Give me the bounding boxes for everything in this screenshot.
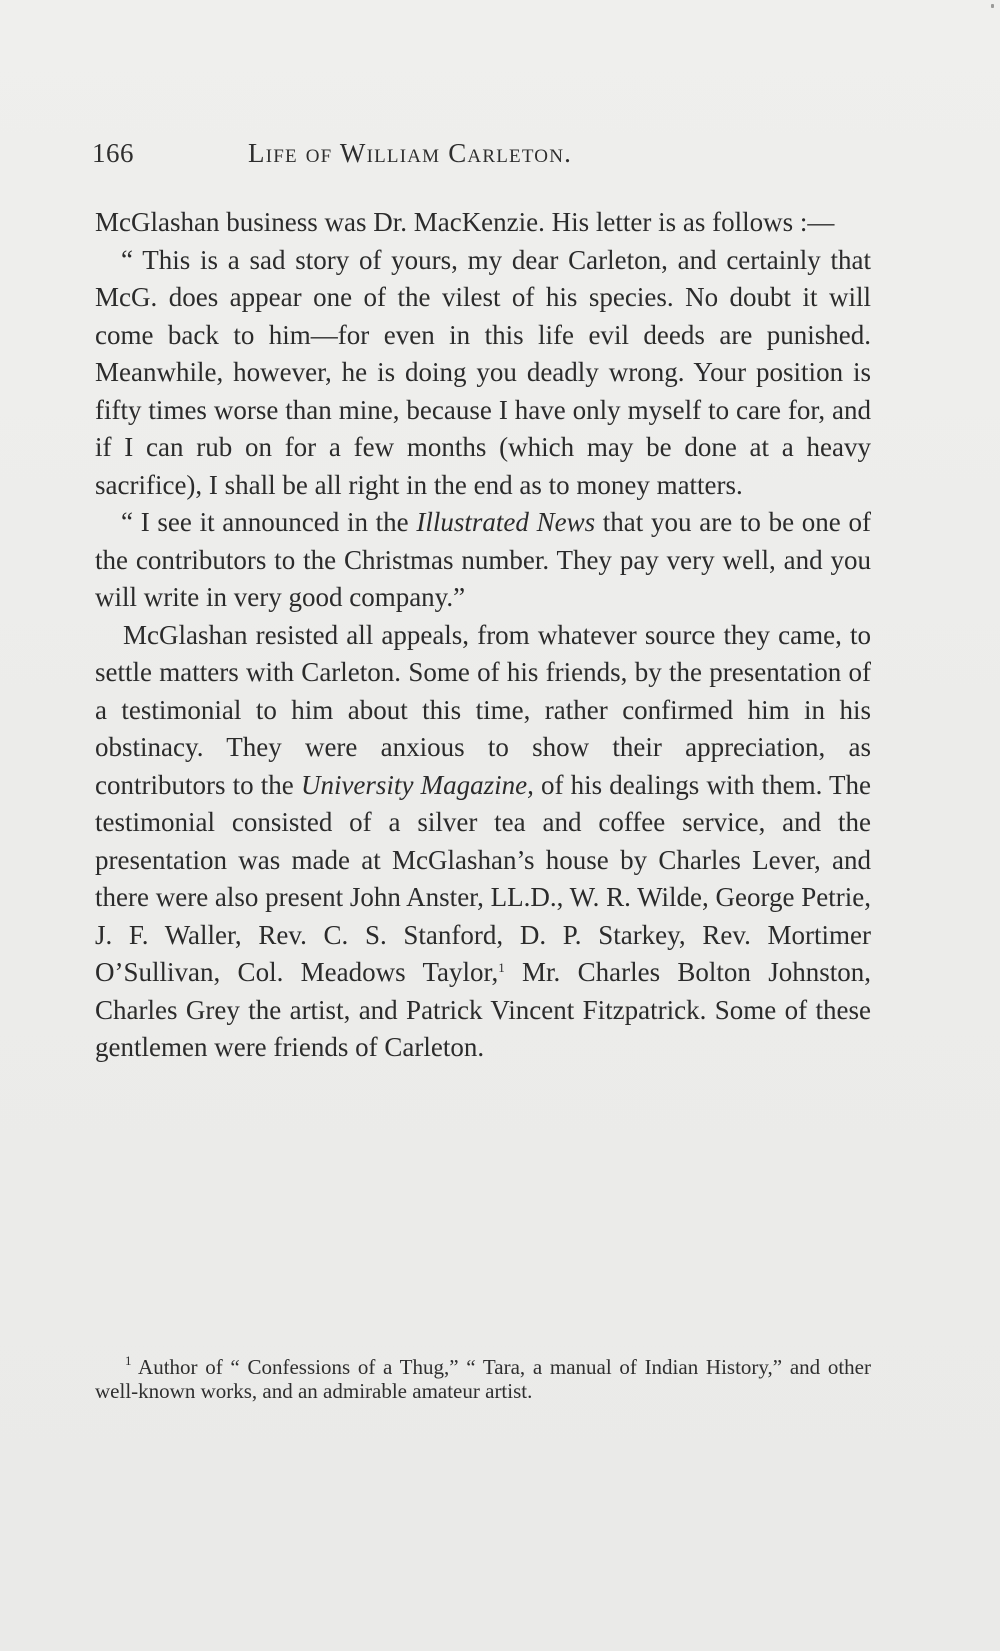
running-title: Life of William Carleton. [248, 138, 573, 168]
footnote-marker: 1 [125, 1353, 132, 1368]
paragraph-4-text-middle: of his dealings with them. The testimonial consisted of a silver tea and coffee service, and the presentation was made at McGlashan’s house by Charles Lever, and there were also present John Anster, LL.D., W. R. Wilde, George Petrie, J. F. Waller, Rev. C. S. Stanford, D. P. Starkey, Rev. Mortimer O’Sullivan, Col. Meadows Taylor, [95, 769, 871, 987]
paragraph-1 [95, 204, 871, 242]
paragraph-2-quote [95, 242, 871, 505]
paragraph-3-quote [95, 504, 871, 617]
paragraph-3-italic-title: Illustrated News [416, 507, 596, 537]
footnote [95, 1355, 871, 1403]
paragraph-1-text: McGlashan business was Dr. MacKenzie. His letter is as follows :— [95, 207, 835, 237]
page-number: 166 [92, 138, 134, 168]
paragraph-2-text: “ This is a sad story of yours, my dear Carleton, and certainly that McG. does appear one of the vilest of his species. No doubt it will come back to him—for even in this life evil deeds are punished. Meanwhile, however, he is doing you deadly wrong. Your position is fifty times worse than mine, because I have only myself to care for, and if I can rub on for a few months (which may be done at a heavy sacrifice), I shall be all right in the end as to money matters. [95, 244, 871, 500]
scan-speck [991, 4, 994, 8]
paragraph-4-text-after: Mr. Charles Bolton Johnston, Charles Grey the artist, and Patrick Vincent Fitzpatrick. Some of these gentlemen were friends of Carleton. [95, 957, 871, 1062]
paragraph-3-text-after: that you are to be one of the contributors to the Christmas number. They pay very well, and you will write in very good company.” [95, 507, 871, 612]
footnote-reference: 1 [498, 960, 505, 975]
paragraph-4-italic-title: University Magazine, [300, 769, 534, 800]
paragraph-3-text-before: “ I see it announced in the [121, 507, 417, 537]
running-head [92, 138, 872, 178]
paragraph-4 [95, 617, 871, 1067]
paragraph-4-text-before: McGlashan resisted all appeals, from whatever source they came, to settle matters with Carleton. Some of his friends, by the presentation of a testimonial to him about this time, rather confirmed him in his obstinacy. They were anxious to show their appreciation, as contributors to the [95, 619, 871, 800]
footnote-paragraph [95, 1355, 871, 1403]
footnote-text: Author of “ Confessions of a Thug,” “ Tara, a manual of Indian History,” and other well-known works, and an admirable amateur artist. [95, 1355, 871, 1403]
body-text [95, 204, 871, 1067]
